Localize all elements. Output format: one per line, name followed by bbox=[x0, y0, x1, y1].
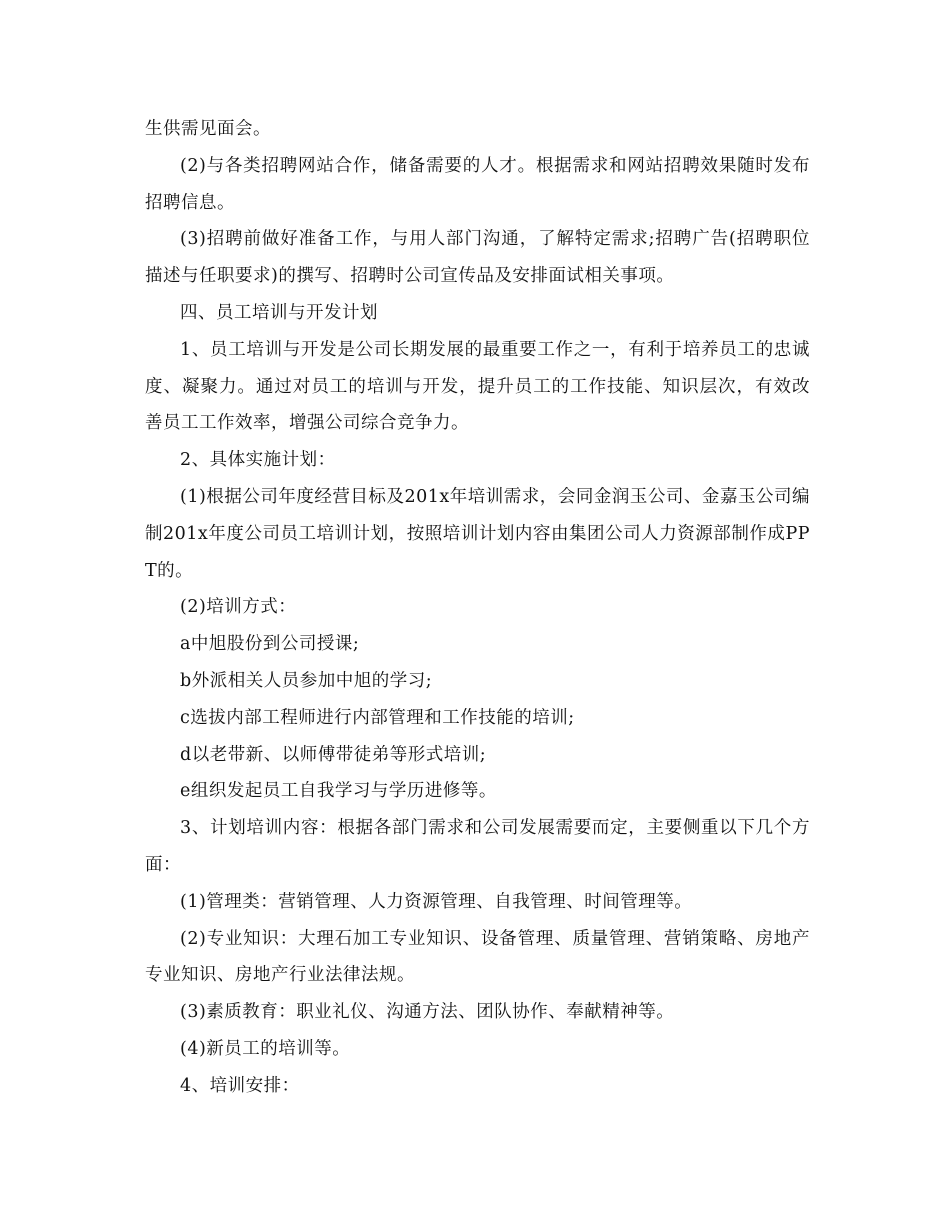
paragraph-7: (1)根据公司年度经营目标及201x年培训需求，会同金润玉公司、金嘉玉公司编制201x年度公司员工培训计划，按照培训计划内容由集团公司人力资源部制作成PPT的。 bbox=[145, 486, 810, 581]
paragraph-18: (4)新员工的培训等。 bbox=[180, 1038, 351, 1059]
paragraph-6: 2、具体实施计划： bbox=[180, 450, 336, 471]
paragraph-8: (2)培训方式： bbox=[180, 597, 297, 618]
paragraph-15: (1)管理类：营销管理、人力资源管理、自我管理、时间管理等。 bbox=[180, 891, 693, 912]
section-heading-4: 四、员工培训与开发计划 bbox=[180, 302, 378, 323]
paragraph-2: (2)与各类招聘网站合作，储备需要的人才。根据需求和网站招聘效果随时发布招聘信息。 bbox=[145, 155, 810, 213]
paragraph-1: 生供需见面会。 bbox=[145, 119, 271, 139]
paragraph-3: (3)招聘前做好准备工作，与用人部门沟通，了解特定需求;招聘广告(招聘职位描述与任职要求)的撰写、招聘时公司宣传品及安排面试相关事项。 bbox=[145, 229, 810, 287]
paragraph-17: (3)素质教育：职业礼仪、沟通方法、团队协作、奉献精神等。 bbox=[180, 1002, 675, 1023]
paragraph-5: 1、员工培训与开发是公司长期发展的最重要工作之一，有利于培养员工的忠诚度、凝聚力。通过对员工的培训与开发，提升员工的工作技能、知识层次，有效改善员工工作效率，增强公司综合竞争力。 bbox=[145, 339, 810, 434]
list-item-e: e组织发起员工自我学习与学历进修等。 bbox=[180, 781, 497, 802]
paragraph-19: 4、培训安排： bbox=[180, 1075, 300, 1096]
document-body bbox=[145, 111, 810, 1105]
list-item-c: c选拔内部工程师进行内部管理和工作技能的培训; bbox=[180, 707, 575, 728]
list-item-d: d以老带新、以师傅带徒弟等形式培训; bbox=[180, 744, 487, 765]
paragraph-16: (2)专业知识：大理石加工专业知识、设备管理、质量管理、营销策略、房地产专业知识、房地产行业法律法规。 bbox=[145, 928, 810, 986]
list-item-b: b外派相关人员参加中旭的学习; bbox=[180, 670, 433, 691]
paragraph-14: 3、计划培训内容：根据各部门需求和公司发展需要而定，主要侧重以下几个方面： bbox=[145, 818, 810, 875]
list-item-a: a中旭股份到公司授课; bbox=[180, 634, 360, 655]
